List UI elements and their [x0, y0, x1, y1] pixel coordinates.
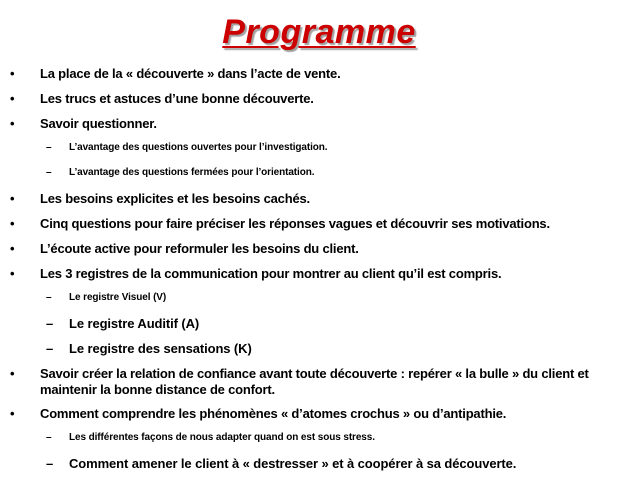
bullet-item [0, 266, 638, 282]
bullet-text: Les trucs et astuces d’une bonne découverte. [40, 91, 314, 106]
bullet-icon: • [10, 366, 15, 381]
sub-bullet-text: Les différentes façons de nous adapter quand on est sous stress. [69, 432, 375, 443]
sub-bullet-text: L’avantage des questions ouvertes pour l’investigation. [69, 142, 328, 153]
bullet-item [0, 191, 638, 207]
sub-bullet-item [0, 341, 638, 357]
sub-bullet-item [0, 456, 638, 472]
sub-bullet-item [0, 316, 638, 332]
bullet-icon: • [10, 91, 15, 106]
dash-icon: – [46, 456, 54, 471]
bullet-icon: • [10, 406, 15, 421]
dash-icon: – [46, 167, 52, 178]
bullet-icon: • [10, 266, 15, 281]
bullet-text: Savoir questionner. [40, 116, 157, 131]
bullet-text: Comment comprendre les phénomènes « d’atomes crochus » ou d’antipathie. [40, 406, 507, 421]
bullet-icon: • [10, 66, 15, 81]
bullet-icon: • [10, 116, 15, 131]
bullet-text: Savoir créer la relation de confiance avant toute découverte : repérer « la bulle » du client et maintenir la bonne distance de confort. [40, 366, 589, 397]
dash-icon: – [46, 316, 54, 331]
dash-icon: – [46, 341, 54, 356]
sub-bullet-text: Comment amener le client à « destresser » et à coopérer à sa découverte. [69, 456, 517, 471]
sub-bullet-text: Le registre Visuel (V) [69, 292, 167, 303]
bullet-item [0, 406, 638, 422]
bullet-text: Cinq questions pour faire préciser les réponses vagues et découvrir ses motivations. [40, 216, 550, 231]
dash-icon: – [46, 432, 52, 443]
bullet-item [0, 216, 638, 232]
bullet-item [0, 116, 638, 132]
bullet-text: Les besoins explicites et les besoins cachés. [40, 191, 310, 206]
bullet-text: La place de la « découverte » dans l’acte de vente. [40, 66, 341, 81]
bullet-item [0, 241, 638, 257]
bullet-text: L’écoute active pour reformuler les besoins du client. [40, 241, 359, 256]
bullet-item [0, 366, 638, 400]
bullet-list [0, 66, 638, 481]
bullet-item [0, 66, 638, 82]
sub-bullet-item [0, 166, 638, 180]
sub-bullet-item [0, 291, 638, 305]
bullet-text: Les 3 registres de la communication pour montrer au client qu’il est compris. [40, 266, 502, 281]
slide-title: Programme [222, 13, 416, 51]
sub-bullet-item [0, 431, 638, 445]
sub-bullet-item [0, 141, 638, 155]
dash-icon: – [46, 142, 52, 153]
sub-bullet-text: Le registre des sensations (K) [69, 341, 252, 356]
dash-icon: – [46, 292, 52, 303]
bullet-icon: • [10, 241, 15, 256]
bullet-icon: • [10, 191, 15, 206]
bullet-item [0, 91, 638, 107]
bullet-icon: • [10, 216, 15, 231]
sub-bullet-text: Le registre Auditif (A) [69, 316, 200, 331]
sub-bullet-text: L’avantage des questions fermées pour l’orientation. [69, 167, 315, 178]
